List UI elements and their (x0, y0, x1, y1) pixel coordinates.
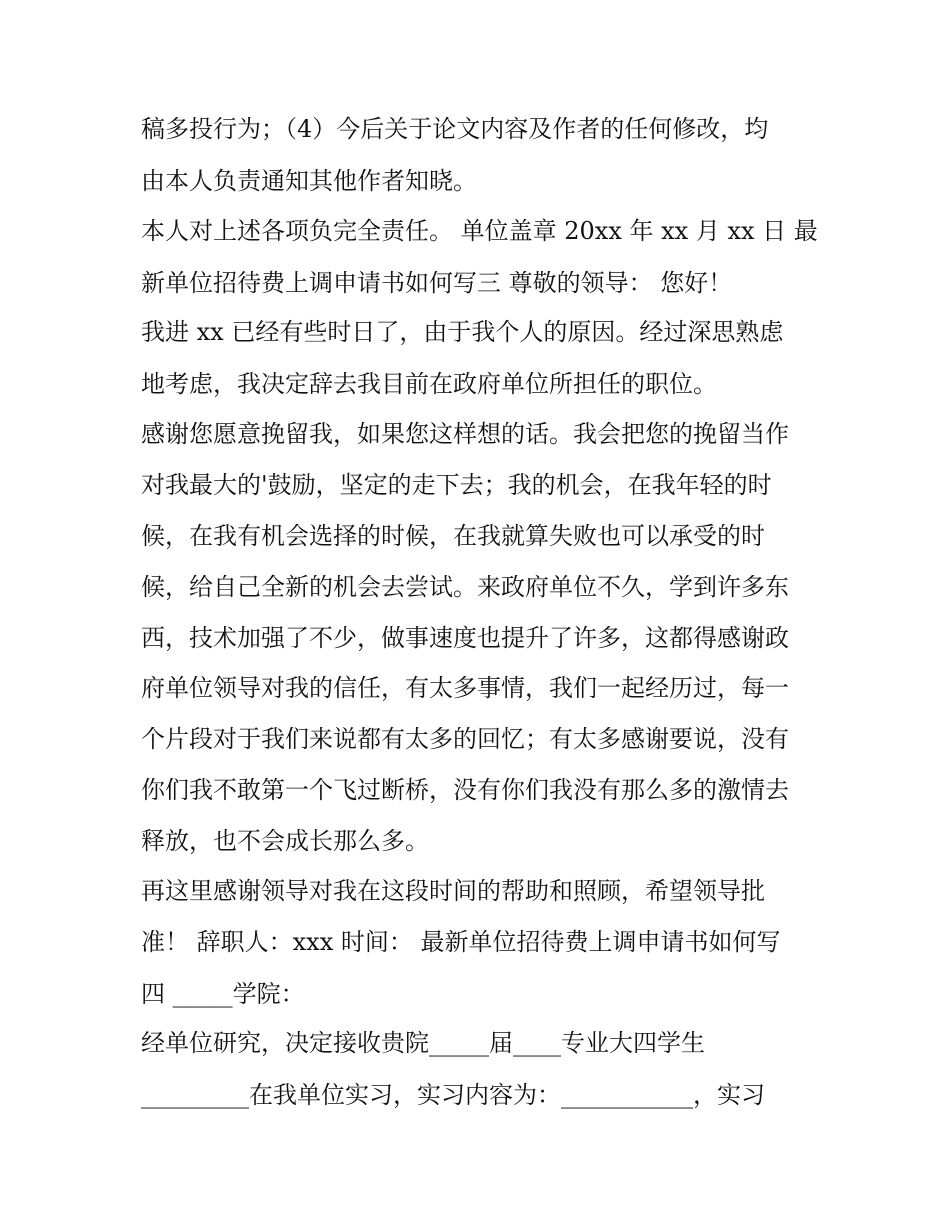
text-line: 释放，也不会成长那么多。 (141, 827, 429, 855)
text-line: 候，给自己全新的机会去尝试。来政府单位不久，学到许多东 (141, 573, 789, 601)
text-line: 府单位领导对我的信任，有太多事情，我们一起经历过，每一 (141, 674, 789, 702)
text-line: 由本人负责通知其他作者知晓。 (141, 167, 477, 195)
text-line: 候，在我有机会选择的时候，在我就算失败也可以承受的时 (141, 522, 765, 550)
text-line: 对我最大的'鼓励，坚定的走下去；我的机会，在我年轻的时 (141, 471, 772, 499)
text-line: 感谢您愿意挽留我，如果您这样想的话。我会把您的挽留当作 (141, 420, 789, 448)
text-line: 个片段对于我们来说都有太多的回忆；有太多感谢要说，没有 (141, 725, 789, 753)
text-line: 本人对上述各项负完全责任。 单位盖章 20xx 年 xx 月 xx 日 最 (141, 217, 818, 245)
text-line: 新单位招待费上调申请书如何写三 尊敬的领导： 您好！ (141, 269, 733, 297)
text-line: 我进 xx 已经有些时日了，由于我个人的原因。经过深思熟虑 (141, 318, 784, 346)
text-line: 准！ 辞职人：xxx 时间： 最新单位招待费上调申请书如何写 (141, 928, 781, 956)
text-line: 西，技术加强了不少，做事速度也提升了许多，这都得感谢政 (141, 624, 789, 652)
text-line: _________在我单位实习，实习内容为：___________，实习 (141, 1081, 765, 1109)
text-line: 稿多投行为；（4）今后关于论文内容及作者的任何修改，均 (141, 115, 769, 143)
text-line: 再这里感谢领导对我在这段时间的帮助和照顾，希望领导批 (141, 877, 765, 905)
text-line: 你们我不敢第一个飞过断桥，没有你们我没有那么多的激情去 (141, 776, 789, 804)
text-line: 经单位研究，决定接收贵院_____届____专业大四学生 (141, 1029, 705, 1057)
text-line: 地考虑，我决定辞去我目前在政府单位所担任的职位。 (141, 370, 717, 398)
text-line: 四 _____学院： (141, 980, 305, 1008)
